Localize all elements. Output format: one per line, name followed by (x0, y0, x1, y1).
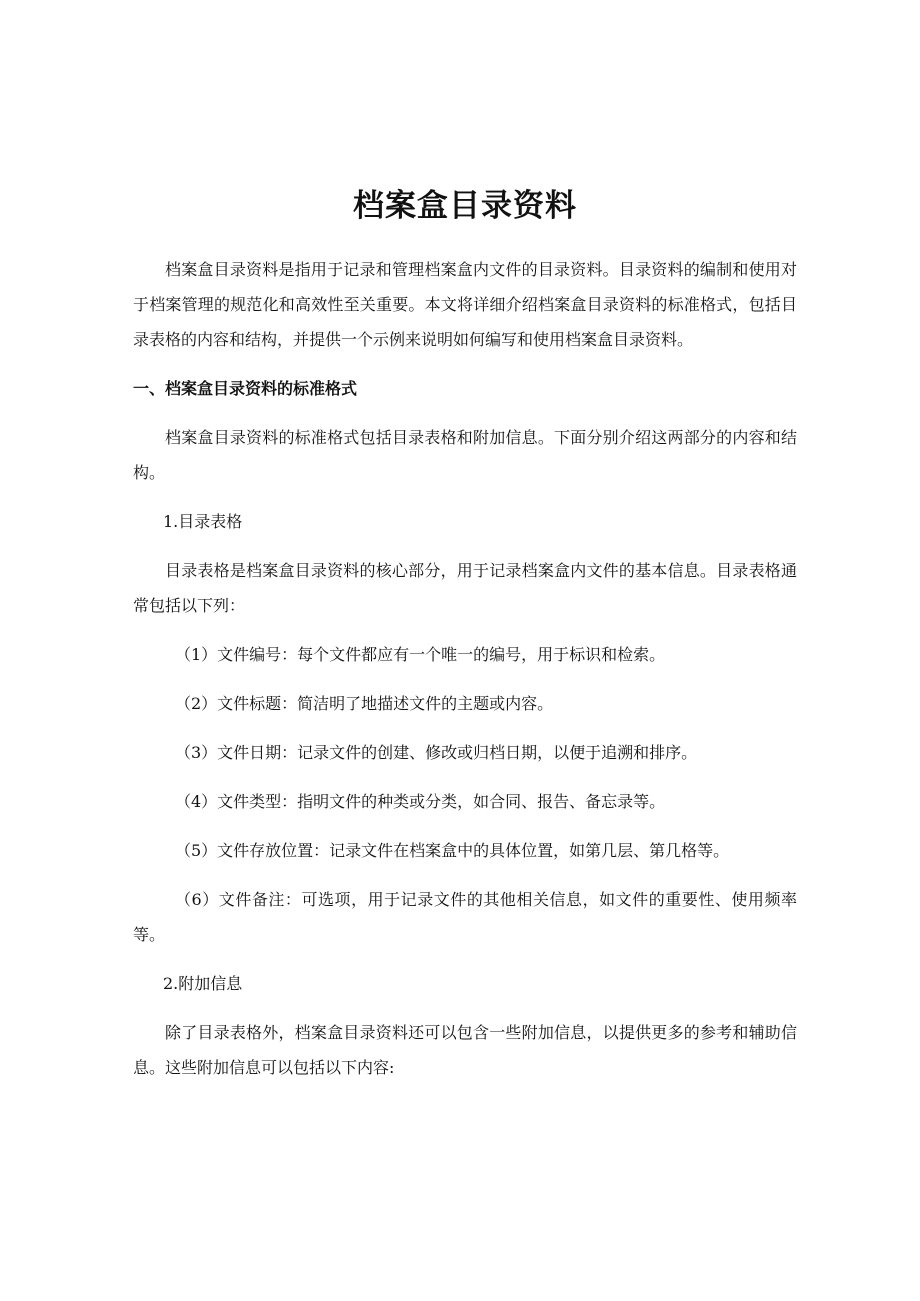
subsection-1-text: 目录表格是档案盒目录资料的核心部分，用于记录档案盒内文件的基本信息。目录表格通常包括以下列： (133, 561, 797, 615)
list-item: （6）文件备注：可选项，用于记录文件的其他相关信息，如文件的重要性、使用频率等。 (133, 890, 797, 944)
subsection-2-text: 除了目录表格外，档案盒目录资料还可以包含一些附加信息，以提供更多的参考和辅助信息。这些附加信息可以包括以下内容: (133, 1023, 797, 1077)
section-1-intro: 档案盒目录资料的标准格式包括目录表格和附加信息。下面分别介绍这两部分的内容和结构。 (133, 428, 797, 482)
intro-paragraph: 档案盒目录资料是指用于记录和管理档案盒内文件的目录资料。目录资料的编制和使用对于档案管理的规范化和高效性至关重要。本文将详细介绍档案盒目录资料的标准格式，包括目录表格的内容和结构，并提供一个示例来说明如何编写和使用档案盒目录资料。 (133, 260, 797, 349)
list-item: （1）文件编号：每个文件都应有一个唯一的编号，用于标识和检索。 (175, 645, 666, 664)
document-title: 档案盒目录资料 (353, 188, 577, 224)
section-1-heading: 一、档案盒目录资料的标准格式 (133, 379, 358, 398)
list-item: （3）文件日期：记录文件的创建、修改或归档日期，以便于追溯和排序。 (175, 743, 698, 762)
subsection-2-heading: 2.附加信息 (163, 974, 243, 993)
list-item: （4）文件类型：指明文件的种类或分类，如合同、报告、备忘录等。 (175, 792, 666, 811)
document-body (133, 178, 797, 1085)
subsection-1-heading: 1.目录表格 (163, 512, 243, 531)
list-item: （5）文件存放位置：记录文件在档案盒中的具体位置，如第几层、第几格等。 (175, 841, 730, 860)
list-item: （2）文件标题：简洁明了地描述文件的主题或内容。 (175, 694, 554, 713)
